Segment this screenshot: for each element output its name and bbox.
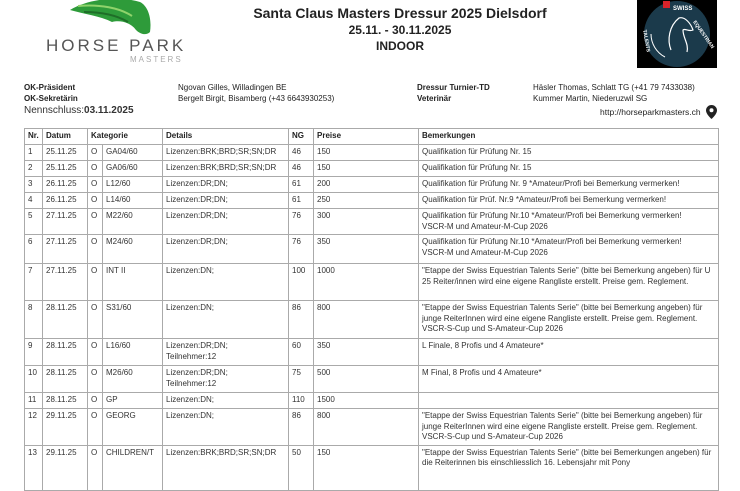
cell-ng: 75 (289, 366, 314, 393)
cell-datum: 25.11.25 (43, 145, 88, 161)
cell-kategorie: M22/60 (103, 209, 163, 235)
cell-kategorie: GP (103, 393, 163, 409)
cell-o: O (88, 366, 103, 393)
cell-preise: 350 (314, 339, 419, 366)
cell-details: Lizenzen:DN; (163, 264, 289, 301)
cell-datum: 27.11.25 (43, 264, 88, 301)
cell-datum: 28.11.25 (43, 301, 88, 339)
cell-o: O (88, 145, 103, 161)
cell-details: Lizenzen:BRK;BRD;SR;SN;DR (163, 445, 289, 490)
cell-details: Lizenzen:DR;DN; (163, 209, 289, 235)
cell-nr: 2 (25, 161, 43, 177)
cell-datum: 26.11.25 (43, 193, 88, 209)
cell-ng: 76 (289, 235, 314, 264)
cell-preise: 1500 (314, 393, 419, 409)
table-row (25, 409, 719, 446)
cell-o: O (88, 445, 103, 490)
cell-bemerkungen: Qualifikation für Prüfung Nr.10 *Amateur/Profi bei Bemerkung vermerken! VSCR-M und Amateur-M-Cup 2026 (419, 235, 719, 264)
svg-text:TALENTS: TALENTS (641, 29, 651, 53)
cell-kategorie: GA06/60 (103, 161, 163, 177)
cell-ng: 76 (289, 209, 314, 235)
logo-wordmark: HORSE PARK (46, 36, 187, 55)
cell-datum: 26.11.25 (43, 177, 88, 193)
cell-bemerkungen: "Etappe der Swiss Equestrian Talents Serie" (bitte bei Bemerkung angeben) für junge ReiterInnen wird eine eigene Rangliste erstellt. Preise gem. Reglement. VSCR-S-Cup und S-Amateur-Cup 2026 (419, 301, 719, 339)
cell-kategorie: GA04/60 (103, 145, 163, 161)
cell-details: Lizenzen:BRK;BRD;SR;SN;DR (163, 161, 289, 177)
cell-bemerkungen: L Finale, 8 Profis und 4 Amateure* (419, 339, 719, 366)
entry-deadline (24, 105, 134, 116)
cell-nr: 7 (25, 264, 43, 301)
cell-kategorie: INT II (103, 264, 163, 301)
cell-details: Lizenzen:DR;DN; Teilnehmer:12 (163, 366, 289, 393)
table-row (25, 264, 719, 301)
table-row (25, 161, 719, 177)
cell-ng: 86 (289, 301, 314, 339)
cell-datum: 29.11.25 (43, 409, 88, 446)
cell-datum: 28.11.25 (43, 339, 88, 366)
event-header (250, 5, 550, 54)
cell-bemerkungen: "Etappe der Swiss Equestrian Talents Serie" (bitte bei Bemerkung angeben) für junge ReiterInnen wird eine eigene Rangliste erstellt. Preise gem. Reglement. VSCR-S-Cup und S-Amateur-Cup 2026 (419, 409, 719, 446)
cell-bemerkungen: Qualifikation für Prüf. Nr.9 *Amateur/Profi bei Bemerkung vermerken! (419, 193, 719, 209)
cell-datum: 25.11.25 (43, 161, 88, 177)
cell-o: O (88, 193, 103, 209)
cell-ng: 50 (289, 445, 314, 490)
cell-details: Lizenzen:DR;DN; Teilnehmer:12 (163, 339, 289, 366)
header-datum: Datum (43, 129, 88, 145)
vet-value: Kummer Martin, Niederuzwil SG (533, 94, 648, 103)
table-row (25, 235, 719, 264)
horse-badge-icon (637, 0, 717, 68)
cell-kategorie: M26/60 (103, 366, 163, 393)
cell-nr: 5 (25, 209, 43, 235)
table-row (25, 145, 719, 161)
cell-preise: 1000 (314, 264, 419, 301)
cell-details: Lizenzen:DR;DN; (163, 235, 289, 264)
header-bemerkungen: Bemerkungen (419, 129, 719, 145)
map-pin-icon[interactable] (706, 105, 717, 119)
cell-ng: 61 (289, 177, 314, 193)
table-header-row (25, 129, 719, 145)
cell-o: O (88, 339, 103, 366)
td-label: Dressur Turnier-TD (417, 83, 490, 92)
deadline-value: 03.11.2025 (84, 105, 134, 116)
cell-nr: 11 (25, 393, 43, 409)
website-link[interactable]: http://horseparkmasters.ch (600, 107, 701, 117)
cell-bemerkungen: Qualifikation für Prüfung Nr. 9 *Amateur/Profi bei Bemerkung vermerken! (419, 177, 719, 193)
table-row (25, 393, 719, 409)
cell-nr: 3 (25, 177, 43, 193)
cell-bemerkungen: Qualifikation für Prüfung Nr.10 *Amateur/Profi bei Bemerkung vermerken! VSCR-M und Amateur-M-Cup 2026 (419, 209, 719, 235)
header-ng: NG (289, 129, 314, 145)
header-details: Details (163, 129, 289, 145)
cell-nr: 10 (25, 366, 43, 393)
cell-ng: 110 (289, 393, 314, 409)
cell-ng: 60 (289, 339, 314, 366)
cell-bemerkungen: Qualifikation für Prüfung Nr. 15 (419, 145, 719, 161)
cell-preise: 350 (314, 235, 419, 264)
president-label: OK-Präsident (24, 83, 76, 92)
cell-bemerkungen (419, 393, 719, 409)
cell-kategorie: S31/60 (103, 301, 163, 339)
table-row (25, 193, 719, 209)
cell-kategorie: GEORG (103, 409, 163, 446)
table-row (25, 339, 719, 366)
cell-bemerkungen: Qualifikation für Prüfung Nr. 15 (419, 161, 719, 177)
event-title: Santa Claus Masters Dressur 2025 Dielsdorf (253, 5, 547, 21)
cell-preise: 800 (314, 409, 419, 446)
header-nr: Nr. (25, 129, 43, 145)
competition-table (24, 128, 719, 491)
cell-bemerkungen: M Final, 8 Profis und 4 Amateure* (419, 366, 719, 393)
cell-ng: 61 (289, 193, 314, 209)
cell-kategorie: L16/60 (103, 339, 163, 366)
cell-nr: 12 (25, 409, 43, 446)
header-preise: Preise (314, 129, 419, 145)
cell-o: O (88, 393, 103, 409)
secretary-value: Bergelt Birgit, Bisamberg (+43 6643930253) (178, 94, 335, 103)
td-value: Häsler Thomas, Schlatt TG (+41 79 7433038) (533, 83, 695, 92)
event-venue: INDOOR (376, 39, 424, 53)
table-row (25, 445, 719, 490)
cell-bemerkungen: "Etappe der Swiss Equestrian Talents Serie" (bitte bei Bemerkungen angeben) für die Reiterinnen bis einschliesslich 16. Lebensjahr mit Pony (419, 445, 719, 490)
cell-datum: 28.11.25 (43, 393, 88, 409)
cell-preise: 150 (314, 145, 419, 161)
cell-bemerkungen: "Etappe der Swiss Equestrian Talents Serie" (bitte bei Bemerkung angeben) für U 25 Reiter/innen wird eine eigene Rangliste erstellt. Preise gem. Reglement. (419, 264, 719, 301)
cell-o: O (88, 161, 103, 177)
cell-details: Lizenzen:DN; (163, 393, 289, 409)
cell-nr: 1 (25, 145, 43, 161)
cell-nr: 13 (25, 445, 43, 490)
cell-details: Lizenzen:DN; (163, 409, 289, 446)
cell-datum: 27.11.25 (43, 235, 88, 264)
cell-o: O (88, 409, 103, 446)
cell-datum: 27.11.25 (43, 209, 88, 235)
cell-preise: 300 (314, 209, 419, 235)
cell-details: Lizenzen:DN; (163, 301, 289, 339)
cell-ng: 86 (289, 409, 314, 446)
cell-kategorie: L12/60 (103, 177, 163, 193)
header-kategorie: Kategorie (88, 129, 163, 145)
cell-preise: 150 (314, 445, 419, 490)
cell-ng: 46 (289, 161, 314, 177)
cell-nr: 4 (25, 193, 43, 209)
table-row (25, 209, 719, 235)
cell-details: Lizenzen:DR;DN; (163, 193, 289, 209)
vet-label: Veterinär (417, 94, 452, 103)
cell-kategorie: L14/60 (103, 193, 163, 209)
cell-preise: 250 (314, 193, 419, 209)
svg-text:SWISS: SWISS (673, 6, 693, 12)
table-row (25, 366, 719, 393)
cell-nr: 8 (25, 301, 43, 339)
cell-nr: 9 (25, 339, 43, 366)
swiss-equestrian-talents-badge (637, 0, 717, 68)
cell-o: O (88, 209, 103, 235)
cell-details: Lizenzen:DR;DN; (163, 177, 289, 193)
cell-preise: 150 (314, 161, 419, 177)
cell-datum: 28.11.25 (43, 366, 88, 393)
cell-o: O (88, 235, 103, 264)
cell-details: Lizenzen:BRK;BRD;SR;SN;DR (163, 145, 289, 161)
cell-nr: 6 (25, 235, 43, 264)
event-dates: 25.11. - 30.11.2025 (348, 23, 452, 37)
table-row (25, 301, 719, 339)
cell-preise: 200 (314, 177, 419, 193)
deadline-label: Nennschluss: (24, 105, 85, 116)
cell-kategorie: CHILDREN/T (103, 445, 163, 490)
horse-park-logo (22, 0, 187, 66)
svg-text:EQUESTRIAN: EQUESTRIAN (691, 19, 716, 50)
table-row (25, 177, 719, 193)
secretary-label: OK-Sekretärin (24, 94, 78, 103)
cell-o: O (88, 264, 103, 301)
cell-ng: 46 (289, 145, 314, 161)
logo-subtitle: MASTERS (130, 55, 183, 64)
cell-o: O (88, 301, 103, 339)
cell-preise: 800 (314, 301, 419, 339)
cell-datum: 29.11.25 (43, 445, 88, 490)
cell-kategorie: M24/60 (103, 235, 163, 264)
cell-preise: 500 (314, 366, 419, 393)
cell-ng: 100 (289, 264, 314, 301)
cell-o: O (88, 177, 103, 193)
president-value: Ngovan Gilles, Willadingen BE (178, 83, 287, 92)
